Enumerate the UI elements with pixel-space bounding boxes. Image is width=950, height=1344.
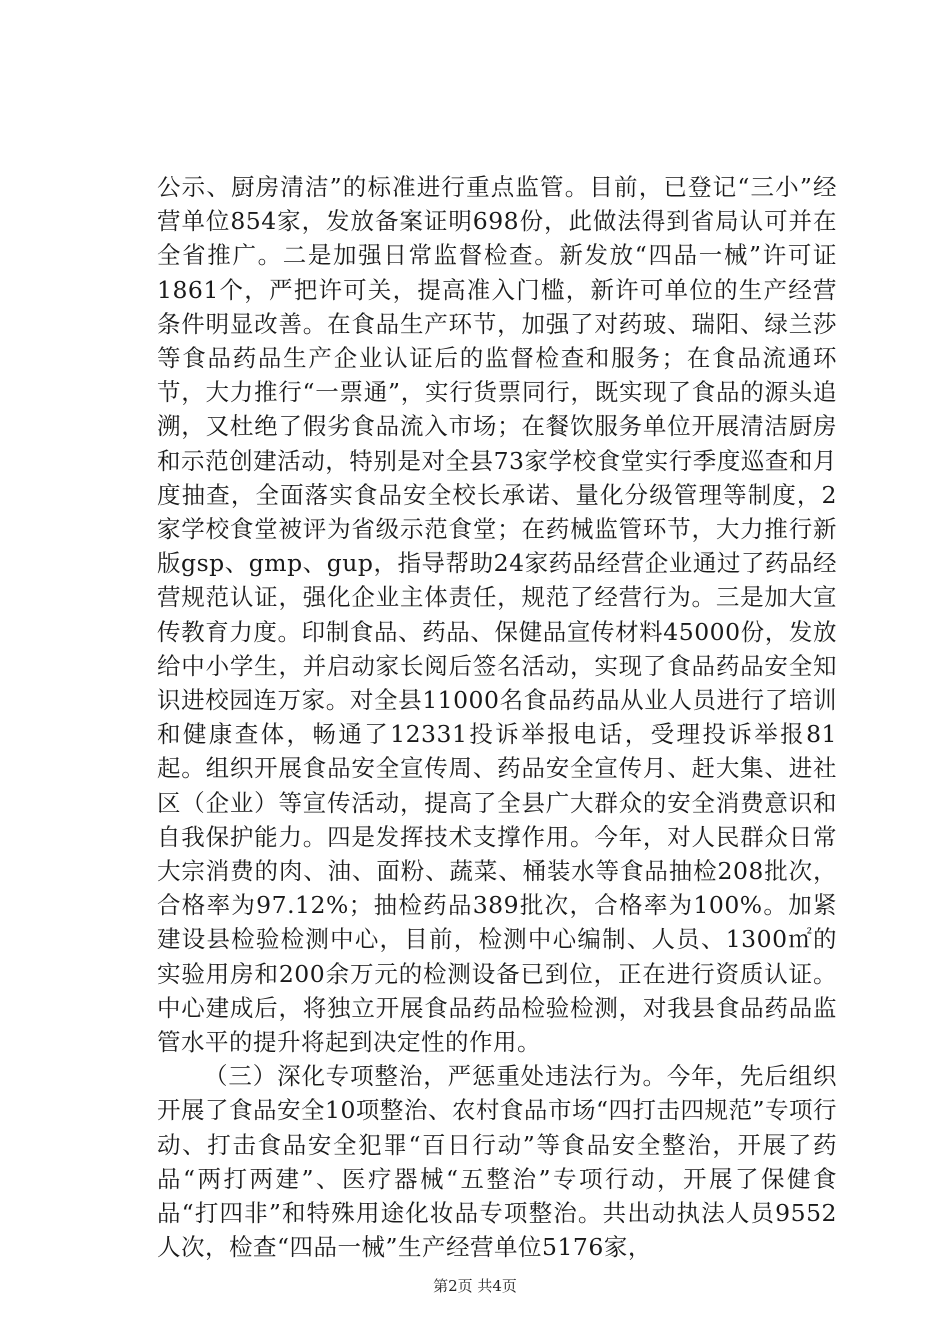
paragraph-continued: 公示、厨房清洁”的标准进行重点监管。目前，已登记“三小”经营单位854家，发放备案证明698份，此做法得到省局认可并在全省推广。二是加强日常监督检查。新发放“四品一械”许可证1861个，严把许可关，提高准入门槛，新许可单位的生产经营条件明显改善。在食品生产环节，加强了对药玻、瑞阳、绿兰莎等食品药品生产企业认证后的监督检查和服务；在食品流通环节，大力推行“一票通”，实行货票同行，既实现了食品的源头追溯，又杜绝了假劣食品流入市场；在餐饮服务单位开展清洁厨房和示范创建活动，特别是对全县73家学校食堂实行季度巡查和月度抽查，全面落实食品安全校长承诺、量化分级管理等制度，2家学校食堂被评为省级示范食堂；在药械监管环节，大力推行新版gsp、gmp、gup，指导帮助24家药品经营企业通过了药品经营规范认证，强化企业主体责任，规范了经营行为。三是加大宣传教育力度。印制食品、药品、保健品宣传材料45000份，发放给中小学生，并启动家长阅后签名活动，实现了食品药品安全知识进校园连万家。对全县11000名食品药品从业人员进行了培训和健康查体，畅通了12331投诉举报电话，受理投诉举报81起。组织开展食品安全宣传周、药品安全宣传月、赶大集、进社区（企业）等宣传活动，提高了全县广大群众的安全消费意识和自我保护能力。四是发挥技术支撑作用。今年，对人民群众日常大宗消费的肉、油、面粉、蔬菜、桶装水等食品抽检208批次，合格率为97.12%；抽检药品389批次，合格率为100%。加紧建设县检验检测中心，目前，检测中心编制、人员、1300㎡的实验用房和200余万元的检测设备已到位，正在进行资质认证。中心建成后，将独立开展食品药品检验检测，对我县食品药品监管水平的提升将起到决定性的作用。 [157, 173, 837, 1057]
paragraph-section-three: （三）深化专项整治，严惩重处违法行为。今年，先后组织开展了食品安全10项整治、农村食品市场“四打击四规范”专项行动、打击食品安全犯罪“百日行动”等食品安全整治，开展了药品“两打两建”、医疗器械“五整治”专项行动，开展了保健食品“打四非”和特殊用途化妆品专项整治。共出动执法人员9552人次，检查“四品一械”生产经营单位5176家， [157, 1062, 837, 1262]
page-number-footer: 第2页 共4页 [433, 1277, 517, 1295]
document-body [157, 170, 837, 1265]
